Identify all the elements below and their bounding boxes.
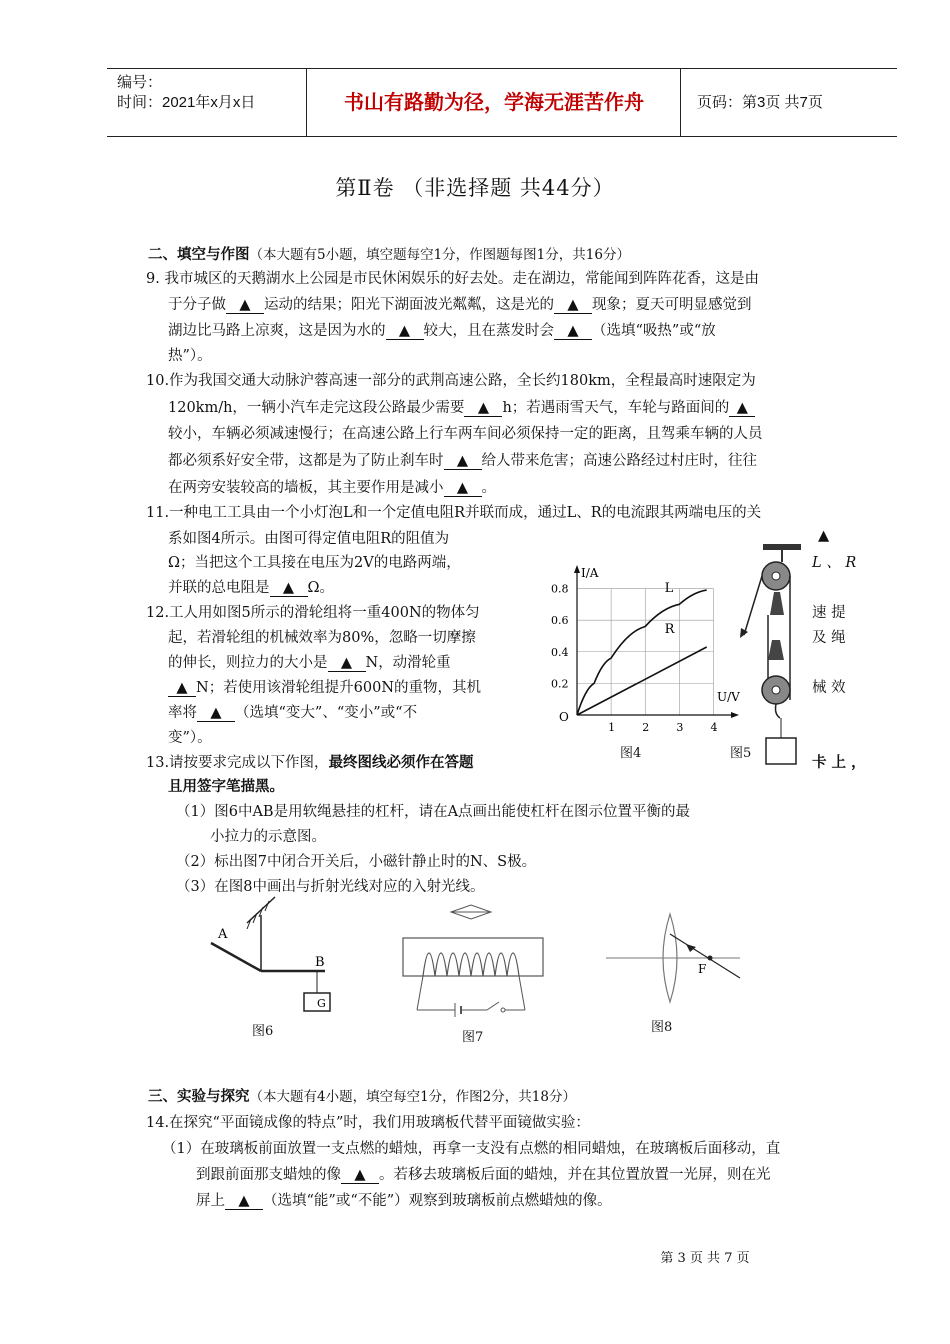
fig6-label-a: A [218, 927, 228, 942]
q12-line1-right: 速 提 [812, 605, 846, 621]
q11-line3-right: L 、 R [812, 555, 857, 571]
q9-line4: 热”）。 [168, 348, 212, 364]
figure8-caption: 图8 [651, 1020, 673, 1035]
q12-line2-right: 及 绳 [812, 630, 846, 646]
page-info: 页码：第3页 共7页 [697, 94, 823, 111]
figure4-caption: 图4 [620, 746, 642, 761]
series-line-L [577, 590, 707, 715]
q10-line1: 10.作为我国交通大动脉沪蓉高速一部分的武荆高速公路，全长约180km，全程最高时速限定为 [146, 373, 756, 389]
q13-line1: 13.请按要求完成以下作图，最终图线必须作在答题 [146, 755, 474, 771]
q13-sub1b: 小拉力的示意图。 [210, 829, 326, 845]
x-tick-label: 2 [642, 721, 650, 734]
q10-line2: 120km/h，一辆小汽车走完这段公路最少需要 ▲ h；若遇雨雪天气，车轮与路面间的 ▲ [168, 398, 755, 418]
q10-line3: 较小，车辆必须减速慢行；在高速公路上行车两车间必须保持一定的距离，且驾乘车辆的人员 [168, 426, 763, 442]
section3-heading: 三、实验与探究（本大题有4小题，填空每空1分，作图2分，共18分） [148, 1089, 576, 1105]
series-label-R: R [664, 622, 675, 638]
x-tick-label: 1 [608, 721, 616, 734]
fig6-label-b: B [315, 955, 325, 970]
q14-line3: 到跟前面那支蜡烛的像 ▲ 。若移去玻璃板后面的蜡烛，并在其位置放置一光屏，则在光 [196, 1167, 771, 1183]
figure8-lens [600, 910, 750, 1010]
q11-line1: 11.一种电工工具由一个小灯泡L和一个定值电阻R并联而成，通过L、R的电流跟其两端电压的关 [146, 505, 762, 521]
q12-line4: ▲ N；若使用该滑轮组提升600N的重物，其机 [168, 678, 481, 698]
fig6-label-g: G [317, 997, 326, 1010]
q13-sub3: （3）在图8中画出与折射光线对应的入射光线。 [176, 879, 485, 895]
q11-blank-mark: ▲ [818, 528, 830, 544]
q10-line5: 在两旁安装较高的墙板，其主要作用是减小 ▲ 。 [168, 480, 496, 496]
q12-line5: 率将 ▲ （选填“变大”、“变小”或“不 [168, 705, 418, 721]
y-tick-label: 0.8 [551, 582, 569, 596]
y-axis-arrow [574, 565, 580, 573]
chart-ticks [551, 583, 718, 734]
page-header [107, 68, 897, 137]
q9-line2: 于分子做 ▲ 运动的结果；阳光下湖面波光粼粼，这是光的 ▲ 现象；夏天可明显感觉到 [168, 297, 752, 313]
chart-grid [577, 589, 714, 715]
figure6-lever [205, 895, 340, 1015]
q11-line3: Ω；当把这个工具接在电压为2V的电路两端， [168, 555, 461, 571]
fig8-label-f: F [698, 962, 707, 976]
chart-series [577, 581, 707, 715]
q12-line2: 起，若滑轮组的机械效率为80%，忽略一切摩擦 [168, 630, 476, 646]
q10-line4: 都必须系好安全带，这都是为了防止刹车时 ▲ 给人带来危害；高速公路经过村庄时，往往 [168, 453, 757, 469]
q12-line6: 变”）。 [168, 730, 212, 746]
figure7-solenoid [395, 900, 550, 1025]
series-label-L: L [664, 581, 674, 597]
figure7-caption: 图7 [462, 1030, 484, 1045]
q9-line3: 湖边比马路上凉爽，这是因为水的 ▲ 较大，且在蒸发时会 ▲ （选填“吸热”或“放 [168, 323, 716, 339]
origin-label: O [559, 710, 569, 724]
q11-line4: 并联的总电阻是 ▲ Ω。 [168, 580, 335, 596]
page-footer: 第 3 页 共 7 页 [660, 1251, 750, 1266]
motto: 书山有路勤为径，学海无涯苦作舟 [308, 69, 681, 136]
q12-line4-right: 械 效 [812, 680, 846, 696]
q14-line2: （1）在玻璃板前面放置一支点燃的蜡烛，再拿一支没有点燃的相同蜡烛，在玻璃板后面移动，直 [162, 1141, 781, 1157]
q13-sub1a: （1）图6中AB是用软绳悬挂的杠杆，请在A点画出能使杠杆在图示位置平衡的最 [176, 804, 691, 820]
x-axis-label: U/V [717, 690, 740, 704]
y-tick-label: 0.4 [551, 645, 569, 659]
q14-line4: 屏上 ▲ （选填“能”或“不能”）观察到玻璃板前点燃蜡烛的像。 [196, 1193, 612, 1209]
header-meta [107, 69, 307, 136]
x-tick-label: 3 [676, 721, 684, 734]
id-label: 编号： [117, 74, 163, 91]
section2-heading: 二、填空与作图（本大题有5小题，填空题每空1分，作图题每图1分，共16分） [148, 247, 630, 263]
q12-line1: 12.工人用如图5所示的滑轮组将一重400N的物体匀 [146, 605, 480, 621]
series-line-R [577, 647, 707, 715]
y-tick-label: 0.2 [551, 677, 569, 691]
chart-axes [559, 565, 740, 724]
q12-line3: 的伸长，则拉力的大小是 ▲ N，动滑轮重 [168, 655, 451, 671]
y-tick-label: 0.6 [551, 614, 569, 628]
date-label: 时间：2021年x月x日 [117, 94, 256, 111]
figure6-caption: 图6 [252, 1024, 274, 1039]
q9-line1: 9. 我市城区的天鹅湖水上公园是市民休闲娱乐的好去处。走在湖边，常能闻到阵阵花香，这是由 [146, 271, 759, 287]
figure4-chart [545, 555, 745, 735]
q13-line1-right: 卡 上 ， [812, 755, 866, 771]
y-axis-label: I/A [581, 566, 599, 580]
page-title: 第Ⅱ卷 （非选择题 共44分） [335, 176, 615, 200]
q13-line2: 且用签字笔描黑。 [168, 779, 284, 795]
figure5-pulley [728, 540, 818, 770]
figure5-caption: 图5 [730, 746, 752, 761]
q13-sub2: （2）标出图7中闭合开关后，小磁针静止时的N、S极。 [176, 854, 537, 870]
q11-line2: 系如图4所示。由图可得定值电阻R的阻值为 [168, 531, 450, 547]
x-tick-label: 4 [710, 721, 718, 734]
q14-line1: 14.在探究“平面镜成像的特点”时，我们用玻璃板代替平面镜做实验： [146, 1115, 590, 1131]
